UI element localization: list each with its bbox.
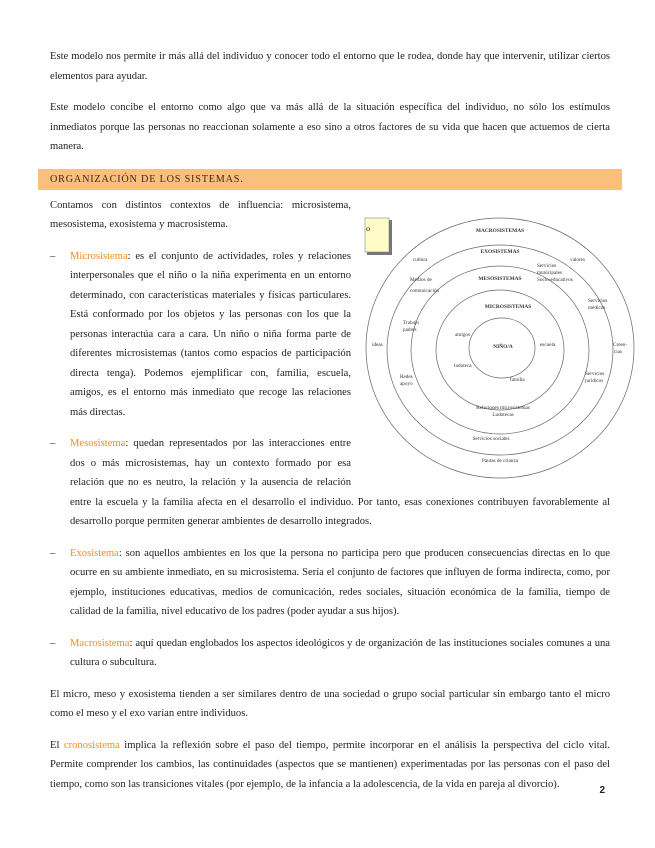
svg-text:Redes: Redes — [400, 373, 413, 380]
list-item-microsistema: – Microsistema: es el conjunto de actividades, roles y relaciones interpersonales que el niño o la niña experimenta en un entorno determinado, con características materiales y físicas particulares. Está conformado por los objetos y las personas con los que la personas interactúa cara a cara. Un niño o niña forma parte de diferentes microsistemas (tantos como espacios de participación directa tenga). Podemos ejemplificar con, familia, escuela, amigos, es el entorno más inmediato que recoge las relaciones más directas. — [50, 250, 351, 418]
svg-text:apoyo: apoyo — [400, 380, 413, 387]
page-number: 2 — [599, 785, 605, 796]
svg-text:Medios de: Medios de — [410, 276, 432, 283]
svg-text:cias: cias — [614, 348, 623, 355]
diagram-note-label: O — [366, 226, 371, 233]
svg-text:jurídicos: jurídicos — [585, 377, 604, 384]
svg-text:familia: familia — [510, 376, 525, 383]
definition: : son aquellos ambientes en los que la persona no participa pero que producen consecuencias directas en lo que ocurre en su ambiente inmediato, en su microsistema. Sería el conjunto de factores que influyen de forma indirecta, como, por ejemplo, instituciones educativas, medios de comunicación, redes sociales, situación económica de la familia, tiempo de calidad de la familia, nivel educativo de los padres (poder ayudar a sus hijos). — [70, 547, 610, 617]
term: Mesosistema — [70, 438, 126, 449]
definition: : es el conjunto de actividades, roles y relaciones interpersonales que el niño o la niña experimenta en un entorno determinado, con características materiales y físicas particulares. Está conformado por los objetos y las personas con los que la personas interactúa cara a cara. Un niño o niña forma parte de diferentes microsistemas (tantos como espacios de participación directa tenga). Podemos ejemplificar con, familia, escuela, amigos, es el entorno más inmediato que recoge las relaciones más directas. — [70, 250, 351, 418]
page-content — [50, 47, 628, 806]
paragraph: Este modelo concibe el entorno como algo que va más allá de la situación específica del individuo, no sólo los estímulos inmediatos porque las personas no reaccionan solamente a eso sino a otros factores de su vida que hacen que actuemos de cierta manera. — [50, 102, 610, 152]
meso-label: MESOSISTEMAS — [478, 275, 522, 282]
definition: : aquí quedan englobados los aspectos ideológicos y de organización de las instituciones sociales comunes a una cultura o subcultura. — [70, 637, 610, 668]
term: Macrosistema — [70, 637, 130, 649]
svg-text:ludoteca: ludoteca — [454, 362, 472, 369]
svg-text:Servicios sociales: Servicios sociales — [472, 435, 510, 442]
svg-text:Creen-: Creen- — [613, 341, 628, 348]
micro-label: MICROSISTEMAS — [484, 303, 532, 310]
intro-paragraph: Contamos con distintos contextos de influencia: microsistema, mesosistema, exosistema y macrosistema. — [50, 199, 351, 230]
svg-text:Servicios: Servicios — [537, 262, 557, 269]
svg-text:cultura: cultura — [413, 256, 428, 263]
macro-label: MACROSISTEMAS — [475, 227, 525, 234]
term: Exosistema — [70, 547, 119, 559]
exo-label: EXOSISTEMAS — [480, 248, 520, 255]
svg-text:padres: padres — [403, 326, 417, 333]
svg-text:Socio-educativos: Socio-educativos — [537, 276, 573, 283]
list-item-macrosistema: – Macrosistema: aquí quedan englobados los aspectos ideológicos y de organización de las instituciones sociales comunes a una cultura o subcultura. — [50, 637, 610, 668]
svg-text:Trabajo: Trabajo — [403, 319, 419, 326]
center-label: NIÑO/A — [493, 343, 513, 350]
svg-text:Ludotecas: Ludotecas — [492, 411, 514, 418]
svg-text:Relaciones microsistemas: Relaciones microsistemas — [476, 404, 530, 411]
term: cronosistema — [63, 739, 120, 751]
list-item-exosistema: – Exosistema: son aquellos ambientes en los que la persona no participa pero que producen consecuencias directas en lo que ocurre en su ambiente inmediato, en su microsistema. Sería el conjunto de factores que influyen de forma indirecta, como, por ejemplo, instituciones educativas, medios de comunicación, redes sociales, situación económica de la familia, tiempo de calidad de la familia, nivel educativo de los padres (poder ayudar a sus hijos). — [50, 547, 610, 617]
list-item-mesosistema: – Mesosistema: quedan representados por las interacciones entre dos o más microsistemas, hay un contexto formado por esa relación que no es neutro, la relación y la ausencia de relación entre la escuela y la familia afecta en el desarrollo el individuo. Por tanto, esas conexiones contribuyen favorablemente al desarrollo porque permiten generar ambientes de desarrollo integrados. — [50, 438, 610, 527]
svg-text:Servicios: Servicios — [588, 297, 608, 304]
svg-text:Pautas de crianza: Pautas de crianza — [481, 457, 519, 464]
term: Microsistema — [70, 250, 128, 262]
paragraph-cronosistema: El cronosistema implica la reflexión sobre el paso del tiempo, permite incorporar en el análisis la perspectiva del ciclo vital. Permite comprender los cambios, las continuidades (aspectos que se mantienen) experimentadas por las personas con el paso del tiempo, como son las transiciones vitales (por ejemplo, de la infancia a la adolescencia, de la vida en pareja al divorcio). — [50, 739, 610, 790]
paragraph: El micro, meso y exosistema tienden a ser similares dentro de una sociedad o grupo social particular sin embargo tanto el micro como el meso y el exo varían entre individuos. — [50, 688, 610, 719]
svg-text:Servicios: Servicios — [585, 370, 605, 377]
definition: : quedan representados por las interacciones entre dos o más microsistemas, hay un contexto formado por esa relación que no es neutro, la relación y la ausencia de relación entre la escuela y la familia afecta en el desarrollo el individuo. Por tanto, esas conexiones contribuyen favorablemente al desarrollo porque permiten generar ambientes de desarrollo integrados. — [70, 438, 610, 527]
svg-text:médicos: médicos — [588, 304, 606, 311]
svg-text:municipales: municipales — [537, 269, 563, 276]
section-heading: ORGANIZACIÓN DE LOS SISTEMAS. — [38, 169, 622, 190]
svg-text:valores: valores — [570, 256, 585, 263]
svg-text:ideas: ideas — [372, 341, 383, 348]
svg-text:escuela: escuela — [540, 341, 556, 348]
svg-text:comunicación: comunicación — [410, 287, 440, 294]
paragraph: Este modelo nos permite ir más allá del individuo y conocer todo el entorno que le rodea, donde hay que intervenir, utilizar ciertos elementos para ayudar. — [50, 51, 610, 82]
svg-text:amigos: amigos — [455, 331, 470, 338]
